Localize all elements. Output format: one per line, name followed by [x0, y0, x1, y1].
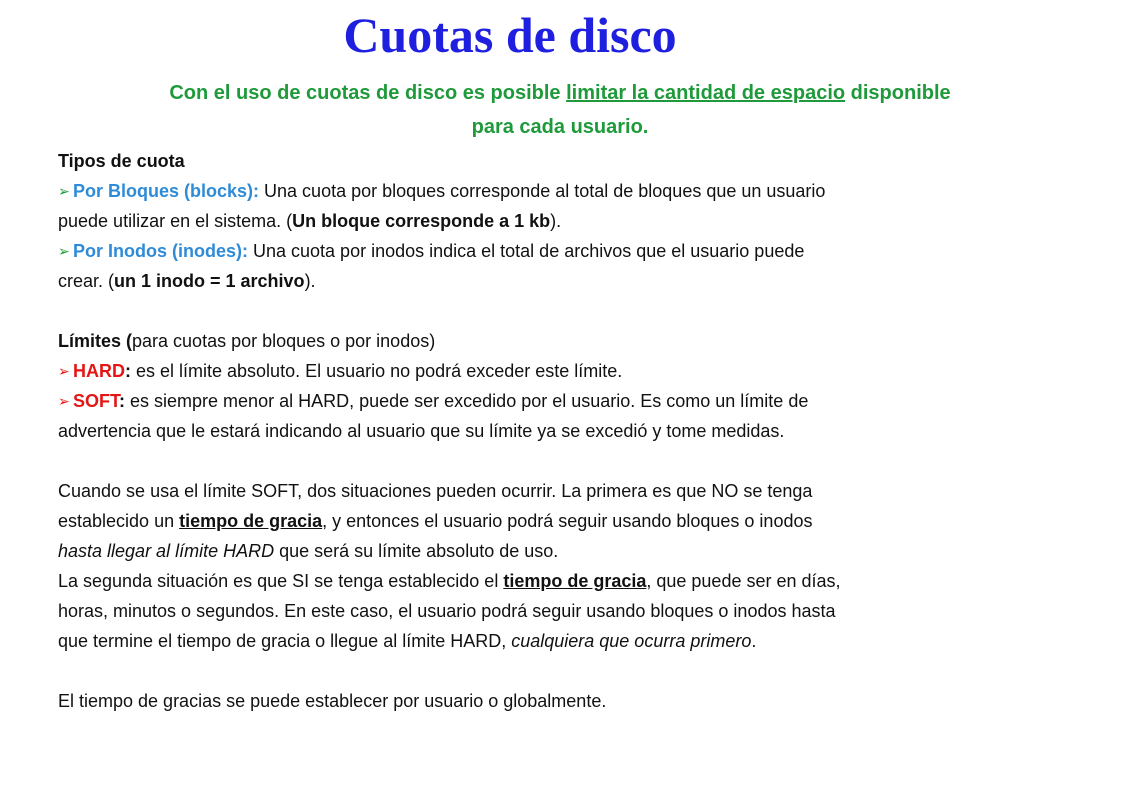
bloques-label: Por Bloques (blocks):	[73, 181, 260, 201]
bullet-inodos	[58, 236, 1048, 266]
bloques-continuation: puede utilizar en el sistema. (Un bloque corresponde a 1 kb).	[58, 211, 562, 231]
paragraph-line: que termine el tiempo de gracia o llegue al límite HARD, cualquiera que ocurra primero.	[58, 631, 757, 651]
bullet-hard: ➢ HARD: es el límite absoluto. El usuario no podrá exceder este límite.	[58, 356, 1048, 386]
hard-label: HARD	[73, 361, 125, 381]
subtitle-emphasis: limitar la cantidad de espacio	[566, 82, 846, 104]
inodos-continuation: crear. (un 1 inodo = 1 archivo).	[58, 271, 316, 291]
bullet-bloques	[58, 176, 1048, 206]
inodos-label: Por Inodos (inodes):	[73, 241, 248, 261]
closing-paragraph: El tiempo de gracias se puede establecer por usuario o globalmente.	[58, 691, 607, 711]
soft-text: es siempre menor al HARD, puede ser excedido por el usuario. Es como un límite de	[125, 391, 809, 411]
subtitle-text: para cada usuario.	[471, 116, 649, 138]
spacer	[58, 446, 1048, 476]
hard-text: es el límite absoluto. El usuario no podrá exceder este límite.	[131, 361, 623, 381]
subtitle-text: Con el uso de cuotas de disco es posible	[169, 82, 567, 104]
inodos-text: Una cuota por inodos indica el total de archivos que el usuario puede	[248, 241, 805, 261]
paragraph-line: horas, minutos o segundos. En este caso, el usuario podrá seguir usando bloques o inodos hasta	[58, 601, 836, 621]
limites-heading: Límites (para cuotas por bloques o por inodos)	[58, 331, 436, 351]
body-content	[58, 146, 1048, 716]
arrowhead-bullet-icon: ➢	[58, 243, 70, 259]
intro-subtitle	[40, 76, 1080, 144]
paragraph-line: La segunda situación es que SI se tenga establecido el tiempo de gracia, que puede ser en días,	[58, 571, 841, 591]
soft-label: SOFT	[73, 391, 120, 411]
page-title: Cuotas de disco	[343, 7, 677, 63]
tipos-heading: Tipos de cuota	[58, 151, 185, 171]
arrowhead-bullet-icon: ➢	[58, 393, 70, 409]
arrowhead-bullet-icon: ➢	[58, 363, 70, 379]
bloques-text: Una cuota por bloques corresponde al total de bloques que un usuario	[259, 181, 826, 201]
paragraph-line: establecido un tiempo de gracia, y entonces el usuario podrá seguir usando bloques o inodos	[58, 511, 813, 531]
arrowhead-bullet-icon: ➢	[58, 183, 70, 199]
bullet-soft: ➢ SOFT: es siempre menor al HARD, puede ser excedido por el usuario. Es como un límite de	[58, 386, 1048, 416]
tiempo-de-gracia-term: tiempo de gracia	[503, 571, 647, 591]
paragraph-line: Cuando se usa el límite SOFT, dos situaciones pueden ocurrir. La primera es que NO se tenga	[58, 481, 813, 501]
paragraph-line: hasta llegar al límite HARD que será su límite absoluto de uso.	[58, 541, 559, 561]
soft-continuation: advertencia que le estará indicando al usuario que su límite ya se excedió y tome medidas.	[58, 421, 785, 441]
subtitle-text: disponible	[845, 82, 951, 104]
spacer	[58, 296, 1048, 326]
spacer	[58, 656, 1048, 686]
tiempo-de-gracia-term: tiempo de gracia	[179, 511, 323, 531]
